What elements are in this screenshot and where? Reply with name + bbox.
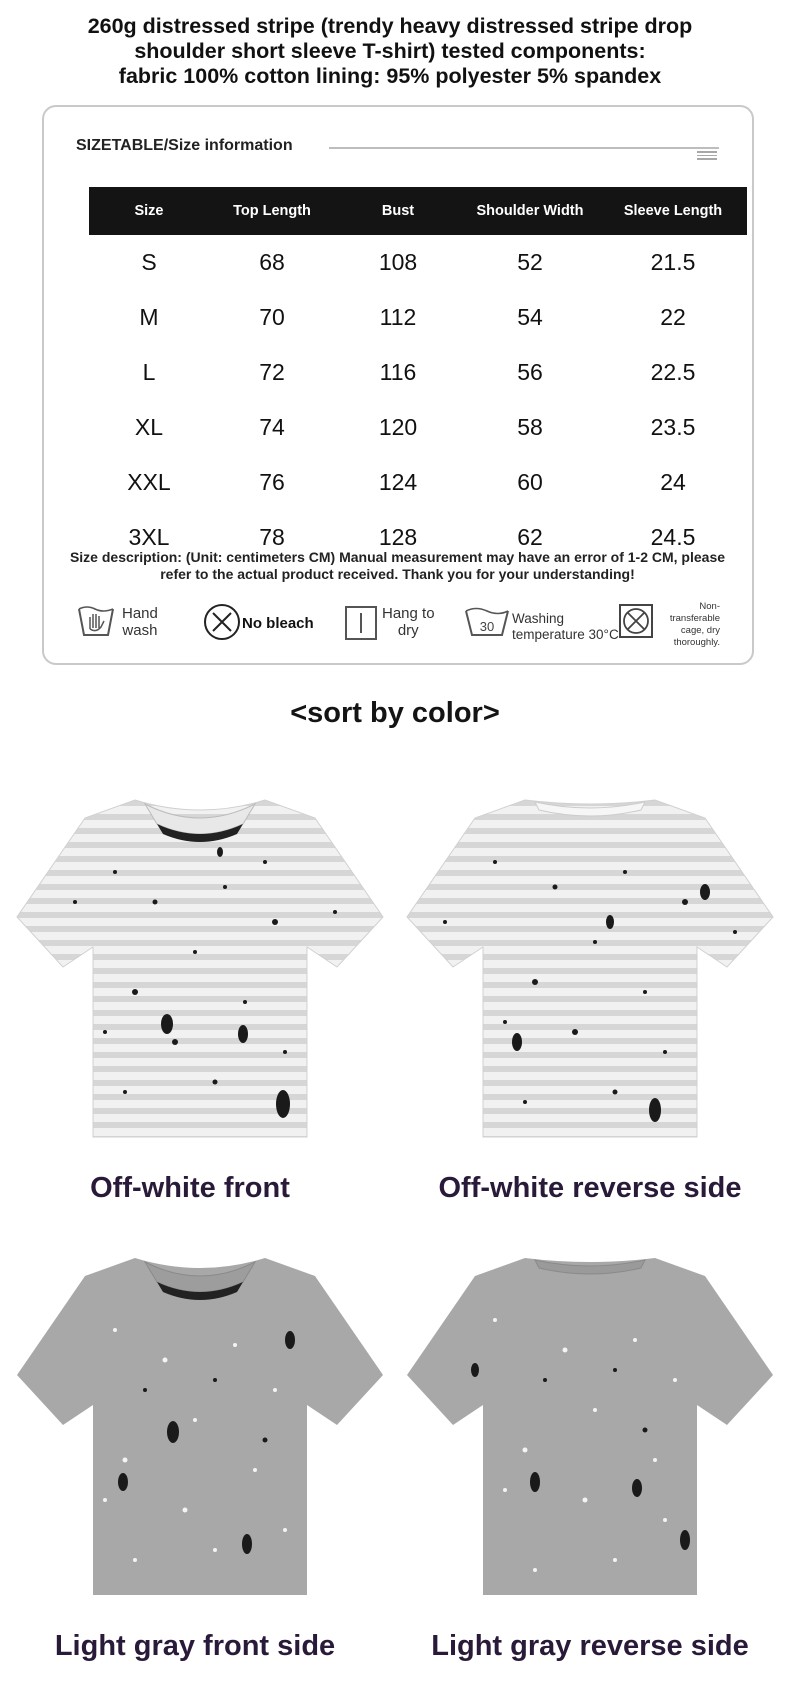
hand-wash-icon — [76, 601, 116, 641]
care-label: Hand — [122, 605, 158, 622]
shoulder-width-cell: 56 — [517, 359, 543, 385]
bust-cell: 124 — [378, 469, 418, 495]
size-cell: L — [142, 359, 156, 385]
size-cell: XL — [134, 414, 164, 440]
top-length-cell: 74 — [259, 414, 285, 440]
menu-lines-icon — [697, 151, 717, 161]
note-line: Size description: (Unit: centimeters CM) Manual measurement may have an error of 1-2 CM, please — [69, 549, 726, 565]
shoulder-width-cell: 62 — [517, 524, 543, 550]
top-length-cell: 68 — [259, 249, 285, 275]
shoulder-width-cell: 52 — [517, 249, 543, 275]
size-table — [89, 187, 747, 565]
size-cell: S — [141, 249, 157, 275]
table-row — [89, 345, 747, 400]
care-no-tumble-dry — [618, 601, 728, 647]
care-label: No bleach — [242, 615, 314, 632]
sleeve-length-cell: 21.5 — [650, 249, 696, 275]
shirt-image-off-white-front — [15, 792, 385, 1142]
sleeve-length-cell: 24.5 — [650, 524, 696, 550]
sleeve-length-cell: 24 — [660, 469, 686, 495]
care-label: temperature 30°C — [512, 627, 619, 642]
bust-cell: 108 — [378, 249, 418, 275]
washing-30-icon — [464, 601, 510, 641]
size-description-note — [44, 549, 751, 583]
color-caption: Light gray reverse side — [431, 1630, 749, 1662]
shirt-image-off-white-reverse — [405, 792, 775, 1142]
wash-temp-badge: 30 — [479, 619, 495, 634]
color-caption: Light gray front side — [54, 1630, 336, 1662]
care-washing-temperature — [464, 601, 624, 647]
note-line: refer to the actual product received. Thank you for your understanding! — [160, 566, 635, 582]
table-row — [89, 290, 747, 345]
care-label: Hang to — [382, 605, 435, 622]
size-cell: M — [139, 304, 159, 330]
table-row — [89, 235, 747, 290]
size-table-title: SIZETABLE/Size information — [76, 137, 293, 154]
sleeve-length-cell: 22 — [660, 304, 686, 330]
no-bleach-icon — [202, 601, 242, 641]
bust-cell: 120 — [378, 414, 418, 440]
size-cell: 3XL — [128, 524, 170, 550]
bust-cell: 128 — [378, 524, 418, 550]
title-divider — [329, 147, 719, 149]
column-header: Top Length — [209, 187, 335, 235]
care-hang-dry — [342, 601, 452, 647]
care-label: Washing — [512, 611, 565, 626]
size-info-card — [42, 105, 754, 665]
shoulder-width-cell: 60 — [517, 469, 543, 495]
top-length-cell: 76 — [259, 469, 285, 495]
care-label: transferable — [669, 613, 720, 624]
top-length-cell: 78 — [259, 524, 285, 550]
size-cell: XXL — [127, 469, 171, 495]
care-label: cage, dry — [680, 625, 720, 636]
column-header: Sleeve Length — [599, 187, 747, 235]
color-caption: Off-white front — [90, 1172, 290, 1204]
sleeve-length-cell: 22.5 — [650, 359, 696, 385]
table-row — [89, 400, 747, 455]
description-line: shoulder short sleeve T-shirt) tested components: — [134, 39, 646, 63]
shirt-image-light-gray-front — [15, 1250, 385, 1600]
hang-dry-icon — [342, 601, 382, 641]
care-label: dry — [397, 622, 419, 639]
no-tumble-dry-icon — [618, 601, 656, 639]
column-header: Size — [89, 187, 209, 235]
column-header: Bust — [335, 187, 461, 235]
sleeve-length-cell: 23.5 — [650, 414, 696, 440]
color-section-heading: <sort by color> — [290, 697, 500, 729]
bust-cell: 112 — [379, 304, 417, 330]
description-line: 260g distressed stripe (trendy heavy distressed stripe drop — [87, 14, 693, 38]
table-header-row — [89, 187, 747, 235]
shoulder-width-cell: 54 — [517, 304, 543, 330]
care-label: Non- — [699, 601, 720, 612]
shoulder-width-cell: 58 — [517, 414, 543, 440]
care-label: thoroughly. — [673, 637, 720, 648]
description-line: fabric 100% cotton lining: 95% polyester 5% spandex — [118, 64, 662, 88]
shirt-image-light-gray-reverse — [405, 1250, 775, 1600]
care-hand-wash — [76, 601, 176, 647]
care-no-bleach — [202, 601, 322, 647]
top-length-cell: 70 — [259, 304, 285, 330]
color-caption: Off-white reverse side — [438, 1172, 742, 1204]
product-description — [20, 14, 760, 89]
column-header: Shoulder Width — [461, 187, 599, 235]
top-length-cell: 72 — [259, 359, 285, 385]
table-row — [89, 455, 747, 510]
care-label: wash — [122, 622, 158, 639]
bust-cell: 116 — [379, 359, 417, 385]
